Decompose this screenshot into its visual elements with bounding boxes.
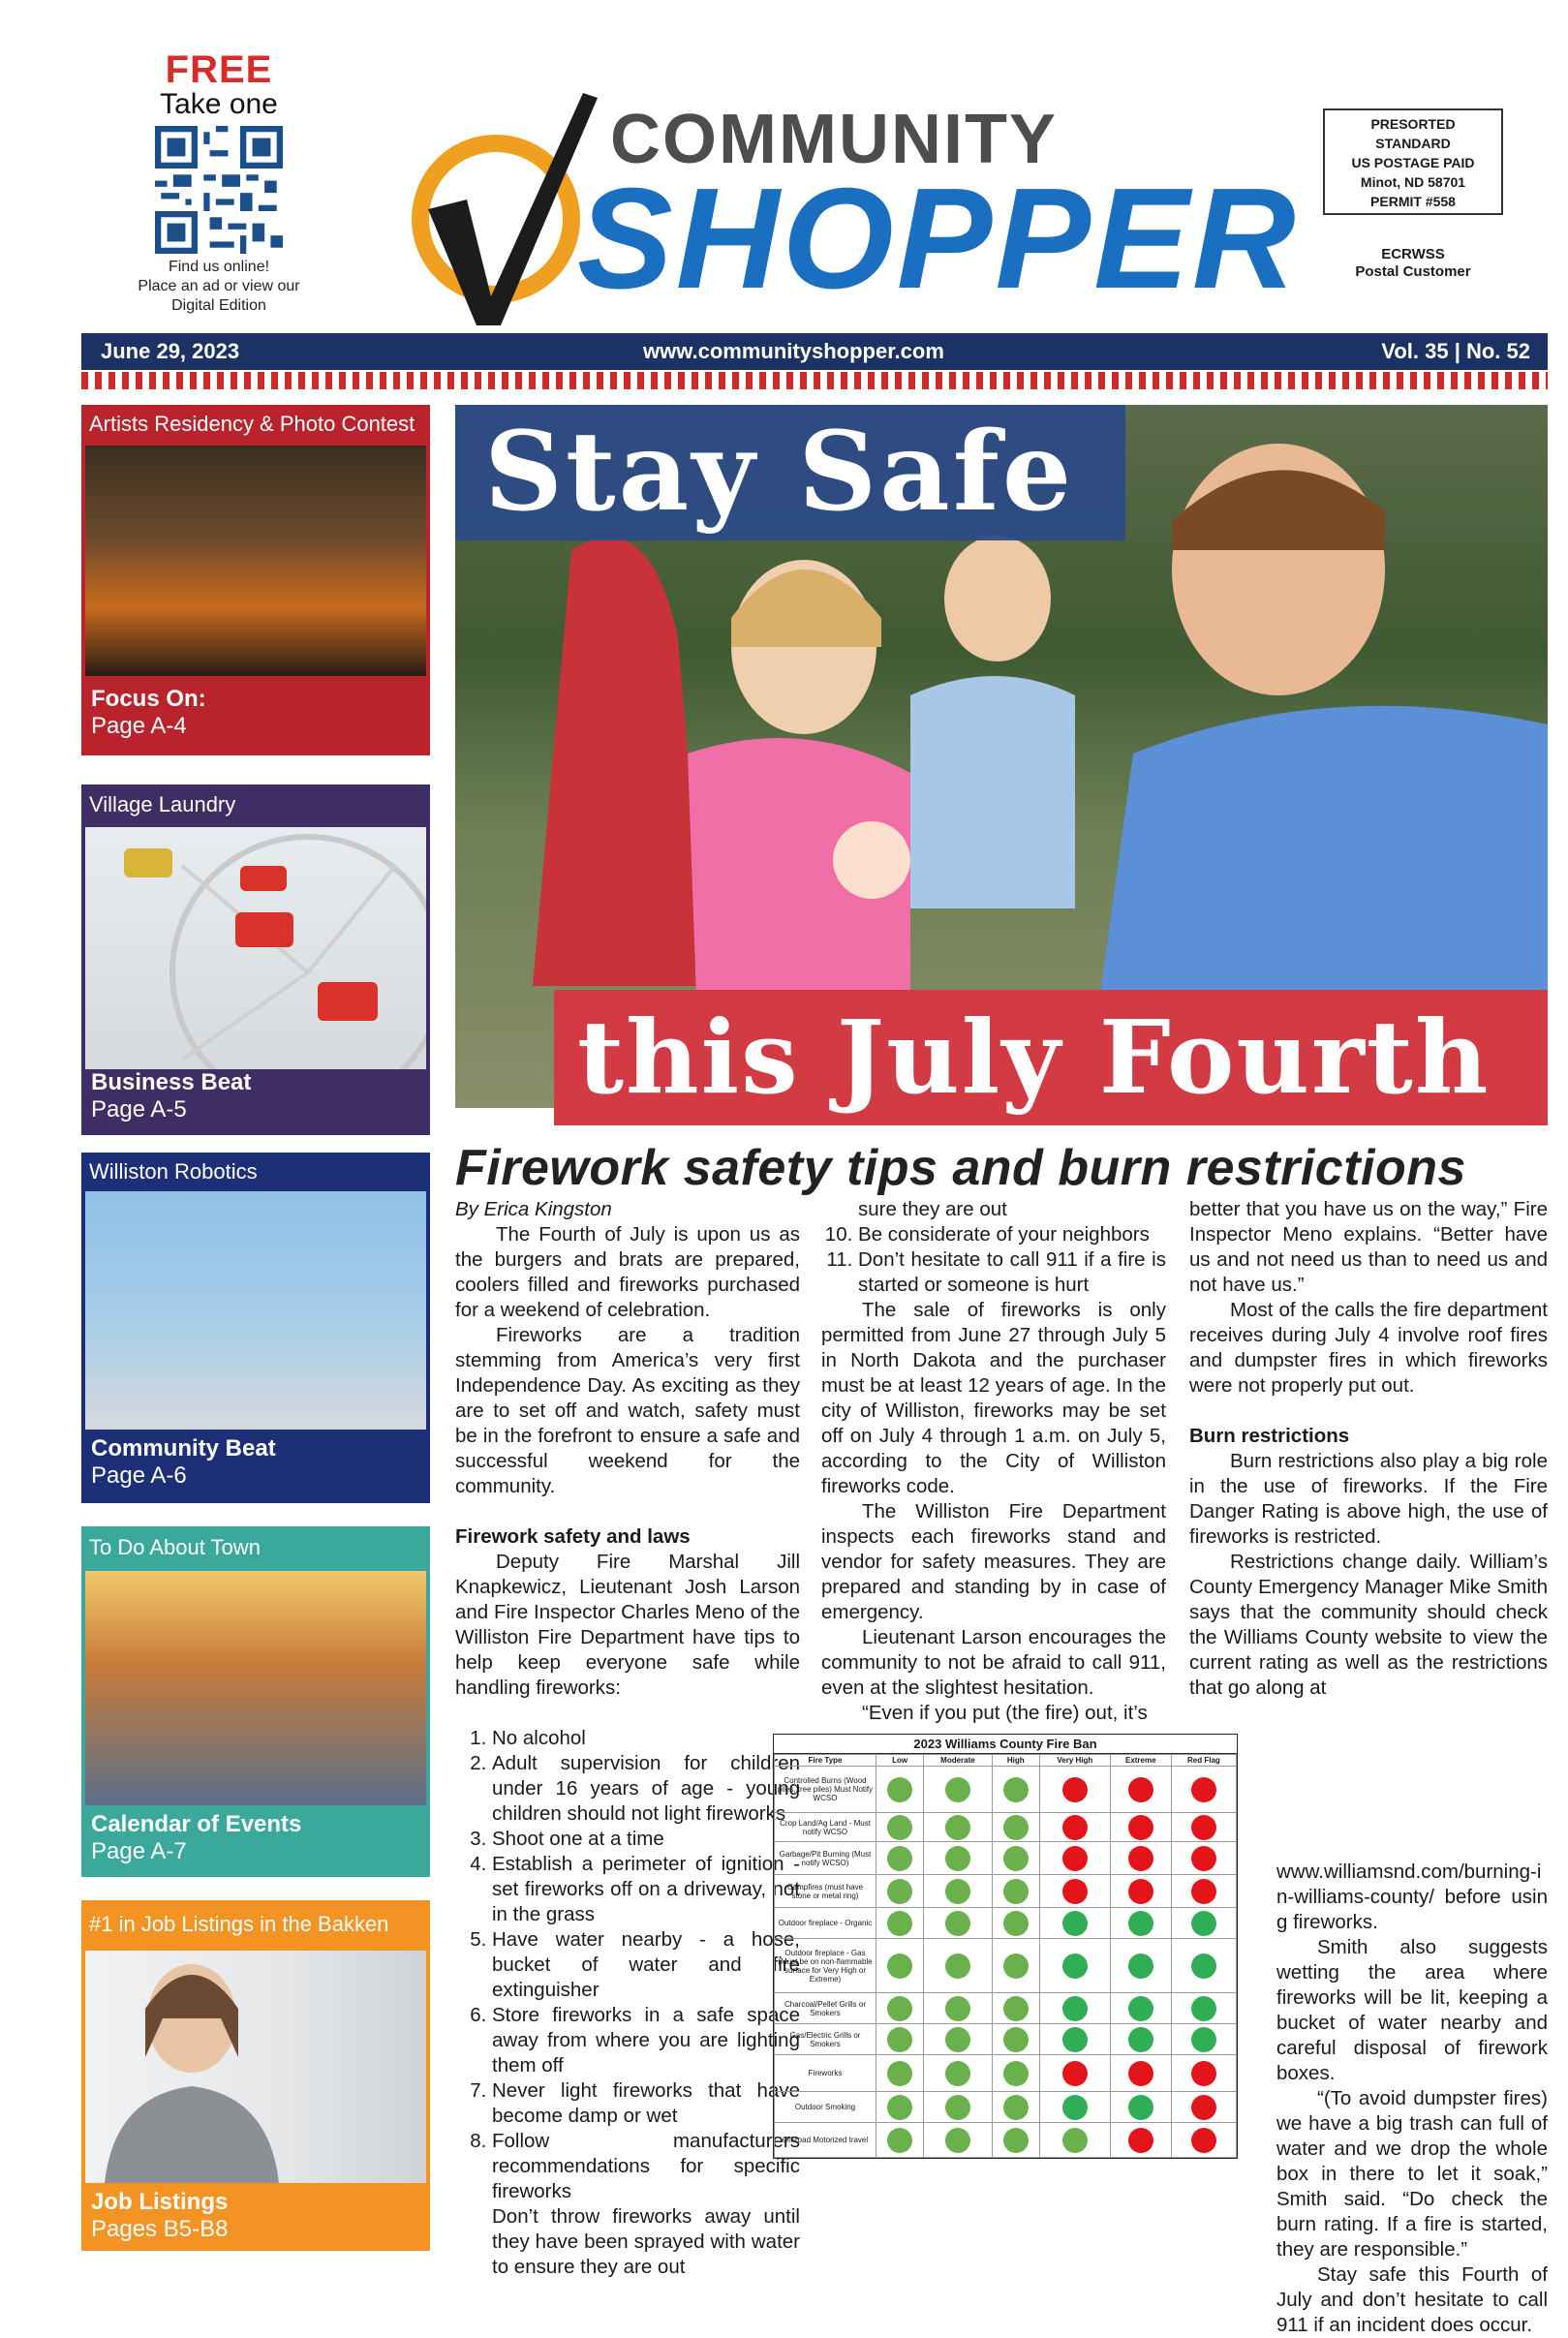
status-cell xyxy=(924,1813,992,1842)
green-dot-icon xyxy=(1003,2061,1029,2086)
status-cell xyxy=(1039,1875,1110,1908)
card-title: Business Beat xyxy=(91,1069,252,1095)
find-us-line: Digital Edition xyxy=(171,297,266,314)
status-cell xyxy=(1110,2123,1171,2158)
postage-line: PRESORTED xyxy=(1370,116,1456,132)
green-dot-icon xyxy=(1003,1879,1029,1904)
green-dot-icon xyxy=(945,2061,970,2086)
status-cell xyxy=(924,2092,992,2123)
card-title: Calendar of Events xyxy=(91,1811,302,1837)
card-page: Page A-4 xyxy=(91,713,187,739)
green-dot-icon xyxy=(1003,2095,1029,2120)
logo-community-text: COMMUNITY xyxy=(610,101,1058,178)
red-dot-icon xyxy=(1062,1846,1088,1871)
sidebar-card-business-beat[interactable] xyxy=(81,784,430,1135)
table-row xyxy=(775,1875,1237,1908)
website-link[interactable]: www.communityshopper.com xyxy=(643,339,944,363)
sidebar-card-focus-on[interactable] xyxy=(81,405,430,755)
green-dot-icon xyxy=(1191,2027,1216,2052)
paragraph: “Even if you put (the fire) out, it’s xyxy=(862,1702,1148,1724)
fire-type-label: Outdoor Smoking xyxy=(775,2092,876,2123)
status-cell xyxy=(876,2024,924,2055)
status-cell xyxy=(992,1993,1039,2024)
red-dot-icon xyxy=(1191,1777,1216,1802)
list-item: 7. Never light fireworks that have become damp or wet xyxy=(492,2078,800,2129)
green-dot-icon xyxy=(1003,1911,1029,1936)
paragraph: Restrictions change daily. William’s County Emergency Manager Mike Smith says that the community should check the Williams County website to view the current rating as well as the restrictions that go along at xyxy=(1189,1551,1548,1699)
table-row xyxy=(775,2092,1237,2123)
status-cell xyxy=(1171,1813,1236,1842)
table-row xyxy=(775,2055,1237,2092)
green-dot-icon xyxy=(1062,1911,1088,1936)
status-cell xyxy=(992,1767,1039,1813)
postage-line: US POSTAGE PAID xyxy=(1351,155,1475,170)
status-cell xyxy=(992,2092,1039,2123)
red-dot-icon xyxy=(1191,1815,1216,1840)
status-cell xyxy=(1039,2123,1110,2158)
status-cell xyxy=(1171,1993,1236,2024)
status-cell xyxy=(876,2055,924,2092)
red-dot-icon xyxy=(1191,1846,1216,1871)
list-continuation: sure they are out xyxy=(858,1198,1007,1220)
table-row xyxy=(775,2123,1237,2158)
fire-type-label: Charcoal/Pellet Grills or Smokers xyxy=(775,1993,876,2024)
red-dot-icon xyxy=(1062,1815,1088,1840)
status-cell xyxy=(1039,1842,1110,1875)
postal-customer-label: Postal Customer xyxy=(1355,263,1471,280)
paragraph: Deputy Fire Marshal Jill Knapkewicz, Lieutenant Josh Larson and Fire Inspector Charles Meno of the Williston Fire Department have tips to help keep everyone safe while handling fireworks: xyxy=(455,1551,800,1699)
status-cell xyxy=(1110,1813,1171,1842)
green-dot-icon xyxy=(887,1815,912,1840)
status-cell xyxy=(1171,2055,1236,2092)
green-dot-icon xyxy=(1003,1953,1029,1979)
status-cell xyxy=(992,2055,1039,2092)
green-dot-icon xyxy=(1128,2095,1153,2120)
column-header: Moderate xyxy=(924,1755,992,1767)
status-cell xyxy=(1039,1908,1110,1939)
status-cell xyxy=(992,2123,1039,2158)
status-cell xyxy=(1171,1767,1236,1813)
status-cell xyxy=(1110,2092,1171,2123)
status-cell xyxy=(1110,1875,1171,1908)
card-header: Williston Robotics xyxy=(89,1159,258,1184)
green-dot-icon xyxy=(1128,1953,1153,1979)
card-footer xyxy=(81,686,430,740)
status-cell xyxy=(1110,1908,1171,1939)
list-item: 4. Establish a perimeter of ignition - set fireworks off on a driveway, not in the grass xyxy=(492,1852,800,1927)
status-cell xyxy=(1039,1813,1110,1842)
green-dot-icon xyxy=(1128,2027,1153,2052)
card-title: Job Listings xyxy=(91,2189,229,2215)
fire-ban-table xyxy=(773,1734,1238,2159)
postage-indicia xyxy=(1323,108,1503,215)
green-dot-icon xyxy=(887,2027,912,2052)
sidebar-card-calendar[interactable] xyxy=(81,1526,430,1877)
red-dot-icon xyxy=(1128,1815,1153,1840)
fire-type-label: Outdoor fireplace - Organic xyxy=(775,1908,876,1939)
status-cell xyxy=(1110,1993,1171,2024)
date-bar xyxy=(81,333,1548,370)
status-cell xyxy=(924,1939,992,1993)
status-cell xyxy=(992,1813,1039,1842)
card-page: Page A-7 xyxy=(91,1838,187,1864)
status-cell xyxy=(1171,1908,1236,1939)
paragraph: “(To avoid dumpster fires) we have a big trash can full of water and we drop the whole box in there to let it soak,” Smith said. “Do check the burn rating. If a fire is started, they are responsible.” xyxy=(1276,2087,1548,2261)
fire-type-label: Outdoor fireplace - Gas (Must be on non-flammable surface for Very High or Extreme) xyxy=(775,1939,876,1993)
status-cell xyxy=(1039,2024,1110,2055)
paragraph: Stay safe this Fourth of July and don’t hesitate to call 911 if an incident does occur. xyxy=(1276,2263,1548,2336)
postage-line: Minot, ND 58701 xyxy=(1360,174,1466,190)
fire-type-label: Crop Land/Ag Land - Must notify WCSO xyxy=(775,1813,876,1842)
green-dot-icon xyxy=(945,1777,970,1802)
card-page: Page A-6 xyxy=(91,1462,187,1489)
paragraph: better that you have us on the way,” Fire Inspector Meno explains. “Better have us and not need us than to need us and not have us.” xyxy=(1189,1198,1548,1296)
ecrwss-block xyxy=(1323,246,1503,281)
table-row xyxy=(775,1842,1237,1875)
red-dot-icon xyxy=(1128,1777,1153,1802)
green-dot-icon xyxy=(1191,1996,1216,2021)
fire-type-label: Gas/Electric Grills or Smokers xyxy=(775,2024,876,2055)
table-row xyxy=(775,1993,1237,2024)
card-header: Village Laundry xyxy=(89,792,236,816)
person-icon xyxy=(85,1951,426,2183)
fire-type-label: Fireworks xyxy=(775,2055,876,2092)
article-column-3 xyxy=(1189,1197,1548,1701)
card-footer xyxy=(81,2189,430,2243)
green-dot-icon xyxy=(945,2128,970,2153)
status-cell xyxy=(876,1939,924,1993)
volume-number: Vol. 35 | No. 52 xyxy=(1381,339,1530,363)
fire-type-label: Garbage/Pit Burning (Must notify WCSO) xyxy=(775,1842,876,1875)
status-cell xyxy=(876,1813,924,1842)
status-cell xyxy=(1110,2024,1171,2055)
red-dot-icon xyxy=(1128,2061,1153,2086)
list-item: 5. Have water nearby - a hose, bucket of water and fire extinguisher xyxy=(492,1927,800,2003)
status-cell xyxy=(1039,2055,1110,2092)
status-cell xyxy=(924,2055,992,2092)
list-item: 8. Follow manufacturers recommendations for specific fireworks xyxy=(492,2129,800,2204)
green-dot-icon xyxy=(945,1879,970,1904)
list-item: 6. Store fireworks in a safe space away from where you are lighting them off xyxy=(492,2003,800,2078)
table-row xyxy=(775,1908,1237,1939)
red-dot-icon xyxy=(1062,1777,1088,1802)
status-cell xyxy=(876,2092,924,2123)
status-cell xyxy=(1171,1875,1236,1908)
table-row xyxy=(775,2024,1237,2055)
postage-line: STANDARD xyxy=(1375,136,1451,151)
column-header: Extreme xyxy=(1110,1755,1171,1767)
column-header: Fire Type xyxy=(775,1755,876,1767)
green-dot-icon xyxy=(945,1911,970,1936)
green-dot-icon xyxy=(1003,2027,1029,2052)
status-cell xyxy=(924,1993,992,2024)
green-dot-icon xyxy=(945,1846,970,1871)
ecrwss-label: ECRWSS xyxy=(1381,246,1445,262)
issue-date: June 29, 2023 xyxy=(101,339,240,363)
green-dot-icon xyxy=(945,1953,970,1979)
card-header: #1 in Job Listings in the Bakken xyxy=(89,1912,389,1936)
status-cell xyxy=(992,1908,1039,1939)
card-header: Artists Residency & Photo Contest xyxy=(89,412,415,436)
status-cell xyxy=(924,2123,992,2158)
hero-bottom-text: this July Fourth xyxy=(577,998,1491,1117)
green-dot-icon xyxy=(1062,2027,1088,2052)
find-us-line: Place an ad or view our xyxy=(138,278,300,294)
green-dot-icon xyxy=(887,1953,912,1979)
green-dot-icon xyxy=(887,1846,912,1871)
column-header: Low xyxy=(876,1755,924,1767)
table-row xyxy=(775,1939,1237,1993)
status-cell xyxy=(1039,1939,1110,1993)
green-dot-icon xyxy=(945,2027,970,2052)
fire-type-label: Controlled Burns (Wood piles, tree piles) Must Notify WCSO xyxy=(775,1767,876,1813)
find-us-online xyxy=(116,258,322,316)
status-cell xyxy=(1110,1767,1171,1813)
green-dot-icon xyxy=(887,1777,912,1802)
status-cell xyxy=(876,1875,924,1908)
green-dot-icon xyxy=(1062,1996,1088,2021)
paragraph: Most of the calls the fire department receives during July 4 involve roof fires and dumpster fires in which fireworks were not properly put out. xyxy=(1189,1299,1548,1397)
list-item: 1. No alcohol xyxy=(492,1726,800,1751)
green-dot-icon xyxy=(1062,2095,1088,2120)
green-dot-icon xyxy=(1003,1996,1029,2021)
paragraph: The Fourth of July is upon us as the burgers and brats are prepared, coolers filled and fireworks purchased for a weekend of celebration. xyxy=(455,1223,800,1321)
green-dot-icon xyxy=(887,1911,912,1936)
status-cell xyxy=(992,2024,1039,2055)
table-row xyxy=(775,1813,1237,1842)
safety-tips-list-cont xyxy=(821,1222,1166,1298)
card-title: Community Beat xyxy=(91,1435,276,1461)
article-column-2 xyxy=(821,1197,1166,1726)
red-dot-icon xyxy=(1191,1879,1216,1904)
green-dot-icon xyxy=(945,1996,970,2021)
businesswoman-photo xyxy=(85,1951,426,2183)
free-take-one xyxy=(155,50,283,120)
red-dot-icon xyxy=(1128,2128,1153,2153)
green-dot-icon xyxy=(1003,1777,1029,1802)
green-dot-icon xyxy=(887,2061,912,2086)
card-header: To Do About Town xyxy=(89,1535,261,1559)
column-header: Very High xyxy=(1039,1755,1110,1767)
byline: By Erica Kingston xyxy=(455,1198,612,1220)
status-cell xyxy=(1110,2055,1171,2092)
red-dot-icon xyxy=(1128,1846,1153,1871)
red-dot-icon xyxy=(1191,2128,1216,2153)
red-dot-icon xyxy=(1062,1879,1088,1904)
status-cell xyxy=(876,2123,924,2158)
red-dot-icon xyxy=(1191,2061,1216,2086)
card-page: Pages B5-B8 xyxy=(91,2216,229,2242)
green-dot-icon xyxy=(1128,1996,1153,2021)
fire-ban-body xyxy=(775,1767,1237,2158)
status-cell xyxy=(924,1875,992,1908)
column-header: High xyxy=(992,1755,1039,1767)
qr-code-icon[interactable] xyxy=(155,126,283,254)
green-dot-icon xyxy=(887,1879,912,1904)
robotics-team-photo xyxy=(85,1191,426,1430)
green-dot-icon xyxy=(887,2128,912,2153)
list-item: 9. Don’t throw fireworks away until they have been sprayed with water to ensure they are out xyxy=(492,2204,800,2280)
status-cell xyxy=(924,1767,992,1813)
status-cell xyxy=(1171,1842,1236,1875)
free-label: FREE xyxy=(165,48,273,91)
safety-tips-list xyxy=(455,1726,800,2280)
status-cell xyxy=(992,1875,1039,1908)
green-dot-icon xyxy=(1003,2128,1029,2153)
friends-party-photo xyxy=(85,1571,426,1805)
status-cell xyxy=(1171,2092,1236,2123)
status-cell xyxy=(1039,2092,1110,2123)
status-cell xyxy=(876,1908,924,1939)
green-dot-icon xyxy=(945,1815,970,1840)
status-cell xyxy=(992,1939,1039,1993)
green-dot-icon xyxy=(1191,1911,1216,1936)
column-header: Red Flag xyxy=(1171,1755,1236,1767)
status-cell xyxy=(924,1842,992,1875)
green-dot-icon xyxy=(1062,2128,1088,2153)
status-cell xyxy=(1039,1767,1110,1813)
logo-shopper-text: SHOPPER xyxy=(577,159,1299,319)
green-dot-icon xyxy=(1191,1953,1216,1979)
section-heading: Burn restrictions xyxy=(1189,1425,1350,1447)
status-cell xyxy=(1110,1939,1171,1993)
campfire-photo xyxy=(85,446,426,676)
status-cell xyxy=(992,1842,1039,1875)
list-item: 3. Shoot one at a time xyxy=(492,1827,800,1852)
red-dot-icon xyxy=(1128,1879,1153,1904)
green-dot-icon xyxy=(1003,1846,1029,1871)
article-column-1 xyxy=(455,1197,800,2280)
green-dot-icon xyxy=(1003,1815,1029,1840)
table-row xyxy=(775,1767,1237,1813)
paragraph: The Williston Fire Department inspects each fireworks stand and vendor for safety measures. They are prepared and standing by in case of emergency. xyxy=(821,1500,1166,1623)
green-dot-icon xyxy=(887,1996,912,2021)
red-dot-icon xyxy=(1062,2061,1088,2086)
burn-link[interactable]: www.williamsnd.com/burning-in-williams-county/ before using fireworks. xyxy=(1276,1861,1548,1933)
card-footer xyxy=(81,1435,430,1490)
status-cell xyxy=(924,1908,992,1939)
article-headline: Firework safety tips and burn restrictions xyxy=(455,1140,1466,1196)
paragraph: Lieutenant Larson encourages the community to not be afraid to call 911, even at the slightest hesitation. xyxy=(821,1626,1166,1699)
card-footer xyxy=(81,1811,430,1865)
paragraph: Smith also suggests wetting the area where fireworks will be lit, keeping a bucket of water nearby and careful disposal of firework boxes. xyxy=(1276,1936,1548,2084)
fire-type-label: Off-road Motorized travel xyxy=(775,2123,876,2158)
list-item: 10. Be considerate of your neighbors xyxy=(858,1222,1166,1247)
take-one-label: Take one xyxy=(160,88,278,120)
card-title: Focus On: xyxy=(91,686,206,712)
stripe-divider xyxy=(81,372,1548,389)
postage-line: PERMIT #558 xyxy=(1370,194,1456,209)
status-cell xyxy=(876,1842,924,1875)
paragraph: The sale of fireworks is only permitted from June 27 through July 5 in North Dakota and the purchaser must be at least 12 years of age. In the city of Williston, fireworks may be set off on July 4 through 1 a.m. on July 5, according to the City of Williston fireworks code. xyxy=(821,1299,1166,1497)
section-heading: Firework safety and laws xyxy=(455,1525,691,1548)
find-us-line: Find us online! xyxy=(168,259,270,275)
card-footer xyxy=(81,1069,430,1123)
sidebar-card-community-beat[interactable] xyxy=(81,1153,430,1503)
status-cell xyxy=(1171,2024,1236,2055)
green-dot-icon xyxy=(1128,1911,1153,1936)
status-cell xyxy=(876,1767,924,1813)
status-cell xyxy=(924,2024,992,2055)
fire-ban-title: 2023 Williams County Fire Ban xyxy=(774,1735,1237,1754)
sidebar-card-job-listings[interactable] xyxy=(81,1900,430,2251)
status-cell xyxy=(1171,2123,1236,2158)
ferris-wheel-photo xyxy=(85,827,426,1069)
paragraph: Fireworks are a tradition stemming from America’s very first Independence Day. As exciting as they are to set off and watch, safety must be in the forefront to ensure a safe and successful weekend for the community. xyxy=(455,1324,800,1497)
status-cell xyxy=(1039,1993,1110,2024)
card-page: Page A-5 xyxy=(91,1096,187,1123)
ferris-wheel-icon xyxy=(85,827,426,1069)
status-cell xyxy=(1110,1842,1171,1875)
red-dot-icon xyxy=(1191,2095,1216,2120)
green-dot-icon xyxy=(945,2095,970,2120)
status-cell xyxy=(876,1993,924,2024)
paragraph: Burn restrictions also play a big role in the use of fireworks. If the Fire Danger Rating is above high, the use of fireworks is restricted. xyxy=(1189,1450,1548,1548)
fire-type-label: Campfires (must have stone or metal ring) xyxy=(775,1875,876,1908)
green-dot-icon xyxy=(887,2095,912,2120)
list-item: 11. Don’t hesitate to call 911 if a fire is started or someone is hurt xyxy=(858,1247,1166,1298)
fire-ban-header-row xyxy=(775,1755,1237,1767)
green-dot-icon xyxy=(1062,1953,1088,1979)
article-column-3b xyxy=(1276,1860,1548,2338)
status-cell xyxy=(1171,1939,1236,1993)
list-item: 2. Adult supervision for children under 16 years of age - young children should not light fireworks xyxy=(492,1751,800,1827)
hero-top-text: Stay Safe xyxy=(484,409,1075,536)
